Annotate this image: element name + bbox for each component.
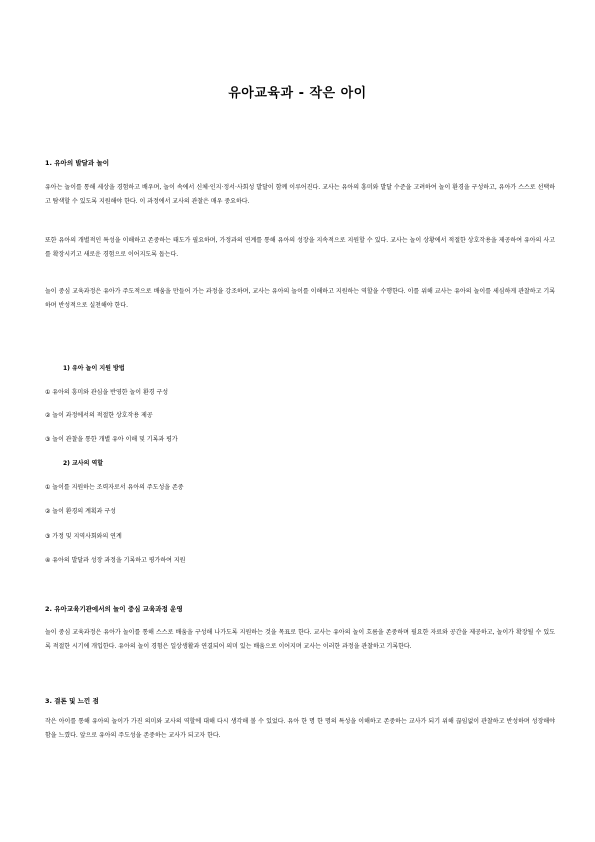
document-title: 유아교육과 - 작은 아이: [228, 86, 367, 101]
section2-paragraph-1: 놀이 중심 교육과정은 유아가 놀이를 통해 스스로 배움을 구성해 나가도록 지원하는 것을 목표로 한다. 교사는 유아의 놀이 흐름을 존중하며 필요한 자료와 공간을 제공하고, 놀이가 확장될 수 있도록 적절한 시기에 개입한다. 유아의 놀이 경험은 일상생활과 연결되어 의미 있는 배움으로 이어지며 교사는 이러한 과정을 관찰하고 기록한다.: [45, 629, 555, 650]
section1-heading: 1. 유아의 발달과 놀이: [45, 159, 110, 167]
list-a-heading: 1) 유아 놀이 지원 방법: [63, 365, 125, 372]
list-b-item-3: ③ 가정 및 지역사회와의 연계: [45, 533, 122, 540]
section1-paragraph-2: 또한 유아의 개별적인 특성을 이해하고 존중하는 태도가 필요하며, 가정과의 연계를 통해 유아의 성장을 지속적으로 지원할 수 있다. 교사는 놀이 상황에서 적절한 상호작용을 제공하여 유아의 사고를 확장시키고 새로운 경험으로 이어지도록 돕는다.: [45, 237, 555, 258]
list-b-item-4: ④ 유아의 발달과 성장 과정을 기록하고 평가하여 지원: [45, 557, 186, 564]
section1-paragraph-1: 유아는 놀이를 통해 세상을 경험하고 배우며, 놀이 속에서 신체·인지·정서·사회성 발달이 함께 이루어진다. 교사는 유아의 흥미와 발달 수준을 고려하여 놀이 환경을 구성하고, 유아가 스스로 선택하고 탐색할 수 있도록 지원해야 한다. 이 과정에서 교사의 관찰은 매우 중요하다.: [45, 184, 555, 205]
list-a-item-1: ① 유아의 흥미와 관심을 반영한 놀이 환경 구성: [45, 389, 169, 396]
section1-paragraph-3: 놀이 중심 교육과정은 유아가 주도적으로 배움을 만들어 가는 과정을 강조하며, 교사는 유아의 놀이를 이해하고 지원하는 역할을 수행한다. 이를 위해 교사는 유아의 놀이를 세심하게 관찰하고 기록하며 반성적으로 실천해야 한다.: [45, 288, 555, 309]
list-b-heading: 2) 교사의 역할: [63, 460, 104, 467]
section3-paragraph-1: 작은 아이를 통해 유아의 놀이가 가진 의미와 교사의 역할에 대해 다시 생각해 볼 수 있었다. 유아 한 명 한 명의 특성을 이해하고 존중하는 교사가 되기 위해 끊임없이 관찰하고 반성하며 성장해야 함을 느꼈다. 앞으로 유아의 주도성을 존중하는 교사가 되고자 한다.: [45, 718, 555, 739]
list-a-item-3: ③ 놀이 관찰을 통한 개별 유아 이해 및 기록과 평가: [45, 436, 178, 443]
list-b-item-1: ① 놀이를 지원하는 조력자로서 유아의 주도성을 존중: [45, 484, 184, 491]
section3-heading: 3. 결론 및 느낀 점: [45, 697, 99, 705]
list-a-item-2: ② 놀이 과정에서의 적절한 상호작용 제공: [45, 412, 153, 419]
list-b-item-2: ② 놀이 환경의 계획과 구성: [45, 508, 116, 515]
section2-heading: 2. 유아교육기관에서의 놀이 중심 교육과정 운영: [45, 605, 183, 613]
